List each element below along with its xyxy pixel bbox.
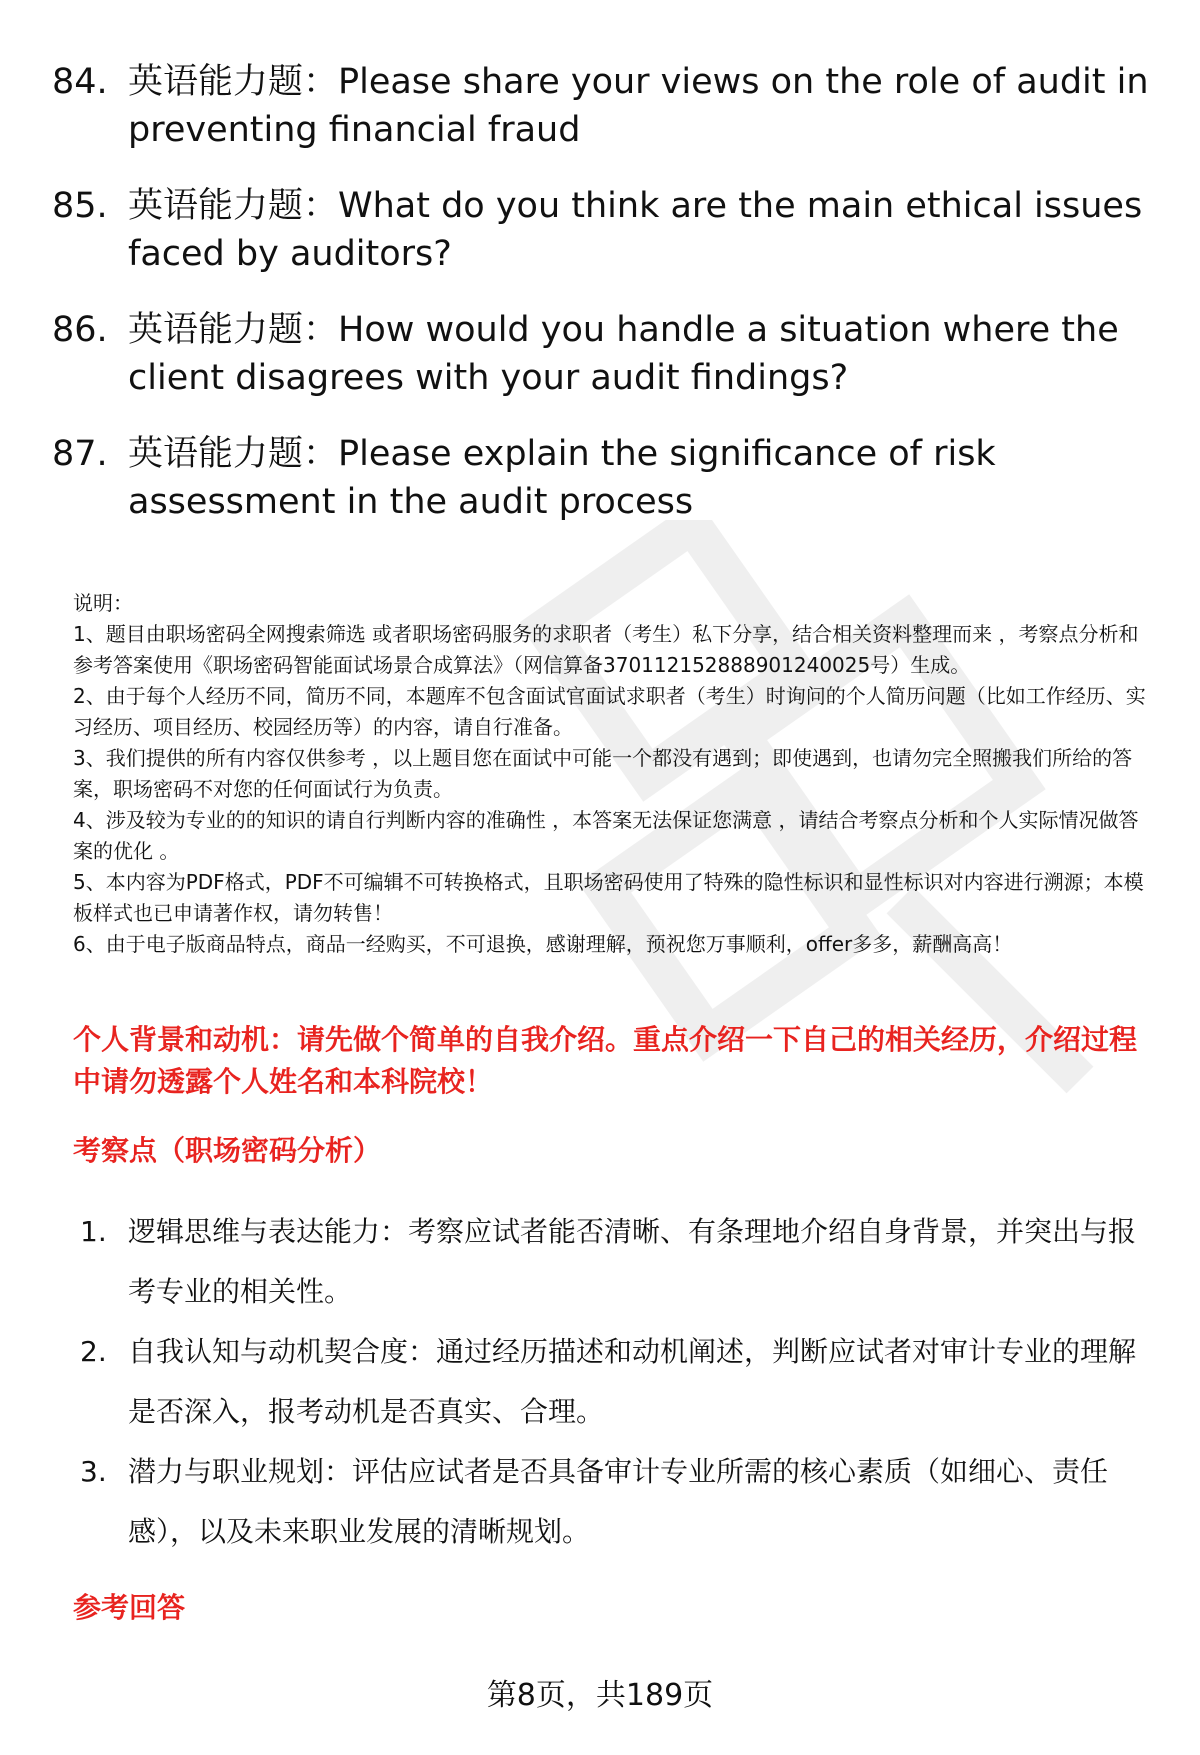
note-item: 1、题目由职场密码全网搜索筛选 或者职场密码服务的求职者（考生）私下分享，结合相关资料整理而来 ，考察点分析和参考答案使用《职场密码智能面试场景合成算法》（网信算备370112152888901240025号）生成。 — [73, 622, 1139, 677]
question-item — [52, 430, 1152, 526]
point-number: 2. — [80, 1335, 107, 1368]
reference-answer-title: 参考回答 — [73, 1591, 186, 1624]
page-footer: 第8页，共189页 — [486, 1678, 714, 1713]
question-list — [52, 58, 1152, 554]
note-item: 3、我们提供的所有内容仅供参考 ，以上题目您在面试中可能一个都没有遇到；即使遇到，也请勿完全照搬我们所给的答案，职场密码不对您的任何面试行为负责。 — [73, 746, 1133, 801]
analysis-point — [80, 1442, 1160, 1562]
analysis-point — [80, 1202, 1160, 1322]
question-item — [52, 306, 1152, 402]
point-text: 逻辑思维与表达能力：考察应试者能否清晰、有条理地介绍自身背景，并突出与报考专业的相关性。 — [128, 1215, 1137, 1308]
analysis-point-list — [80, 1202, 1160, 1562]
question-item — [52, 182, 1152, 278]
point-number: 1. — [80, 1215, 107, 1248]
question-text: 英语能力题：Please share your views on the role of audit in preventing financial fraud — [128, 62, 1149, 150]
notes-heading: 说明： — [73, 591, 133, 615]
point-text: 自我认知与动机契合度：通过经历描述和动机阐述，判断应试者对审计专业的理解是否深入，报考动机是否真实、合理。 — [128, 1335, 1137, 1428]
note-item: 6、由于电子版商品特点，商品一经购买，不可退换，感谢理解，预祝您万事顺利，offer多多，薪酬高高！ — [73, 932, 1013, 956]
question-number: 86. — [52, 310, 108, 350]
question-text: 英语能力题：Please explain the significance of risk assessment in the audit process — [128, 434, 996, 522]
point-text: 潜力与职业规划：评估应试者是否具备审计专业所需的核心素质（如细心、责任感），以及未来职业发展的清晰规划。 — [128, 1455, 1109, 1548]
analysis-title: 考察点（职场密码分析） — [73, 1134, 382, 1167]
question-number: 87. — [52, 434, 108, 474]
background-question-heading: 个人背景和动机：请先做个简单的自我介绍。重点介绍一下自己的相关经历，介绍过程中请勿透露个人姓名和本科院校！ — [73, 1023, 1138, 1098]
question-number: 85. — [52, 186, 108, 226]
question-text: 英语能力题：How would you handle a situation where the client disagrees with your audit findings? — [128, 310, 1119, 398]
analysis-point — [80, 1322, 1160, 1442]
note-item: 2、由于每个人经历不同，简历不同，本题库不包含面试官面试求职者（考生）时询问的个人简历问题（比如工作经历、实习经历、项目经历、校园经历等）的内容，请自行准备。 — [73, 684, 1146, 739]
notes-block — [73, 588, 1158, 960]
question-item — [52, 58, 1152, 154]
question-number: 84. — [52, 62, 108, 102]
note-item: 4、涉及较为专业的的知识的请自行判断内容的准确性 ，本答案无法保证您满意 ，请结合考察点分析和个人实际情况做答案的优化 。 — [73, 808, 1139, 863]
point-number: 3. — [80, 1455, 107, 1488]
question-text: 英语能力题：What do you think are the main ethical issues faced by auditors? — [128, 186, 1143, 274]
note-item: 5、本内容为PDF格式，PDF不可编辑不可转换格式，且职场密码使用了特殊的隐性标识和显性标识对内容进行溯源；本模板样式也已申请著作权，请勿转售！ — [73, 870, 1144, 925]
